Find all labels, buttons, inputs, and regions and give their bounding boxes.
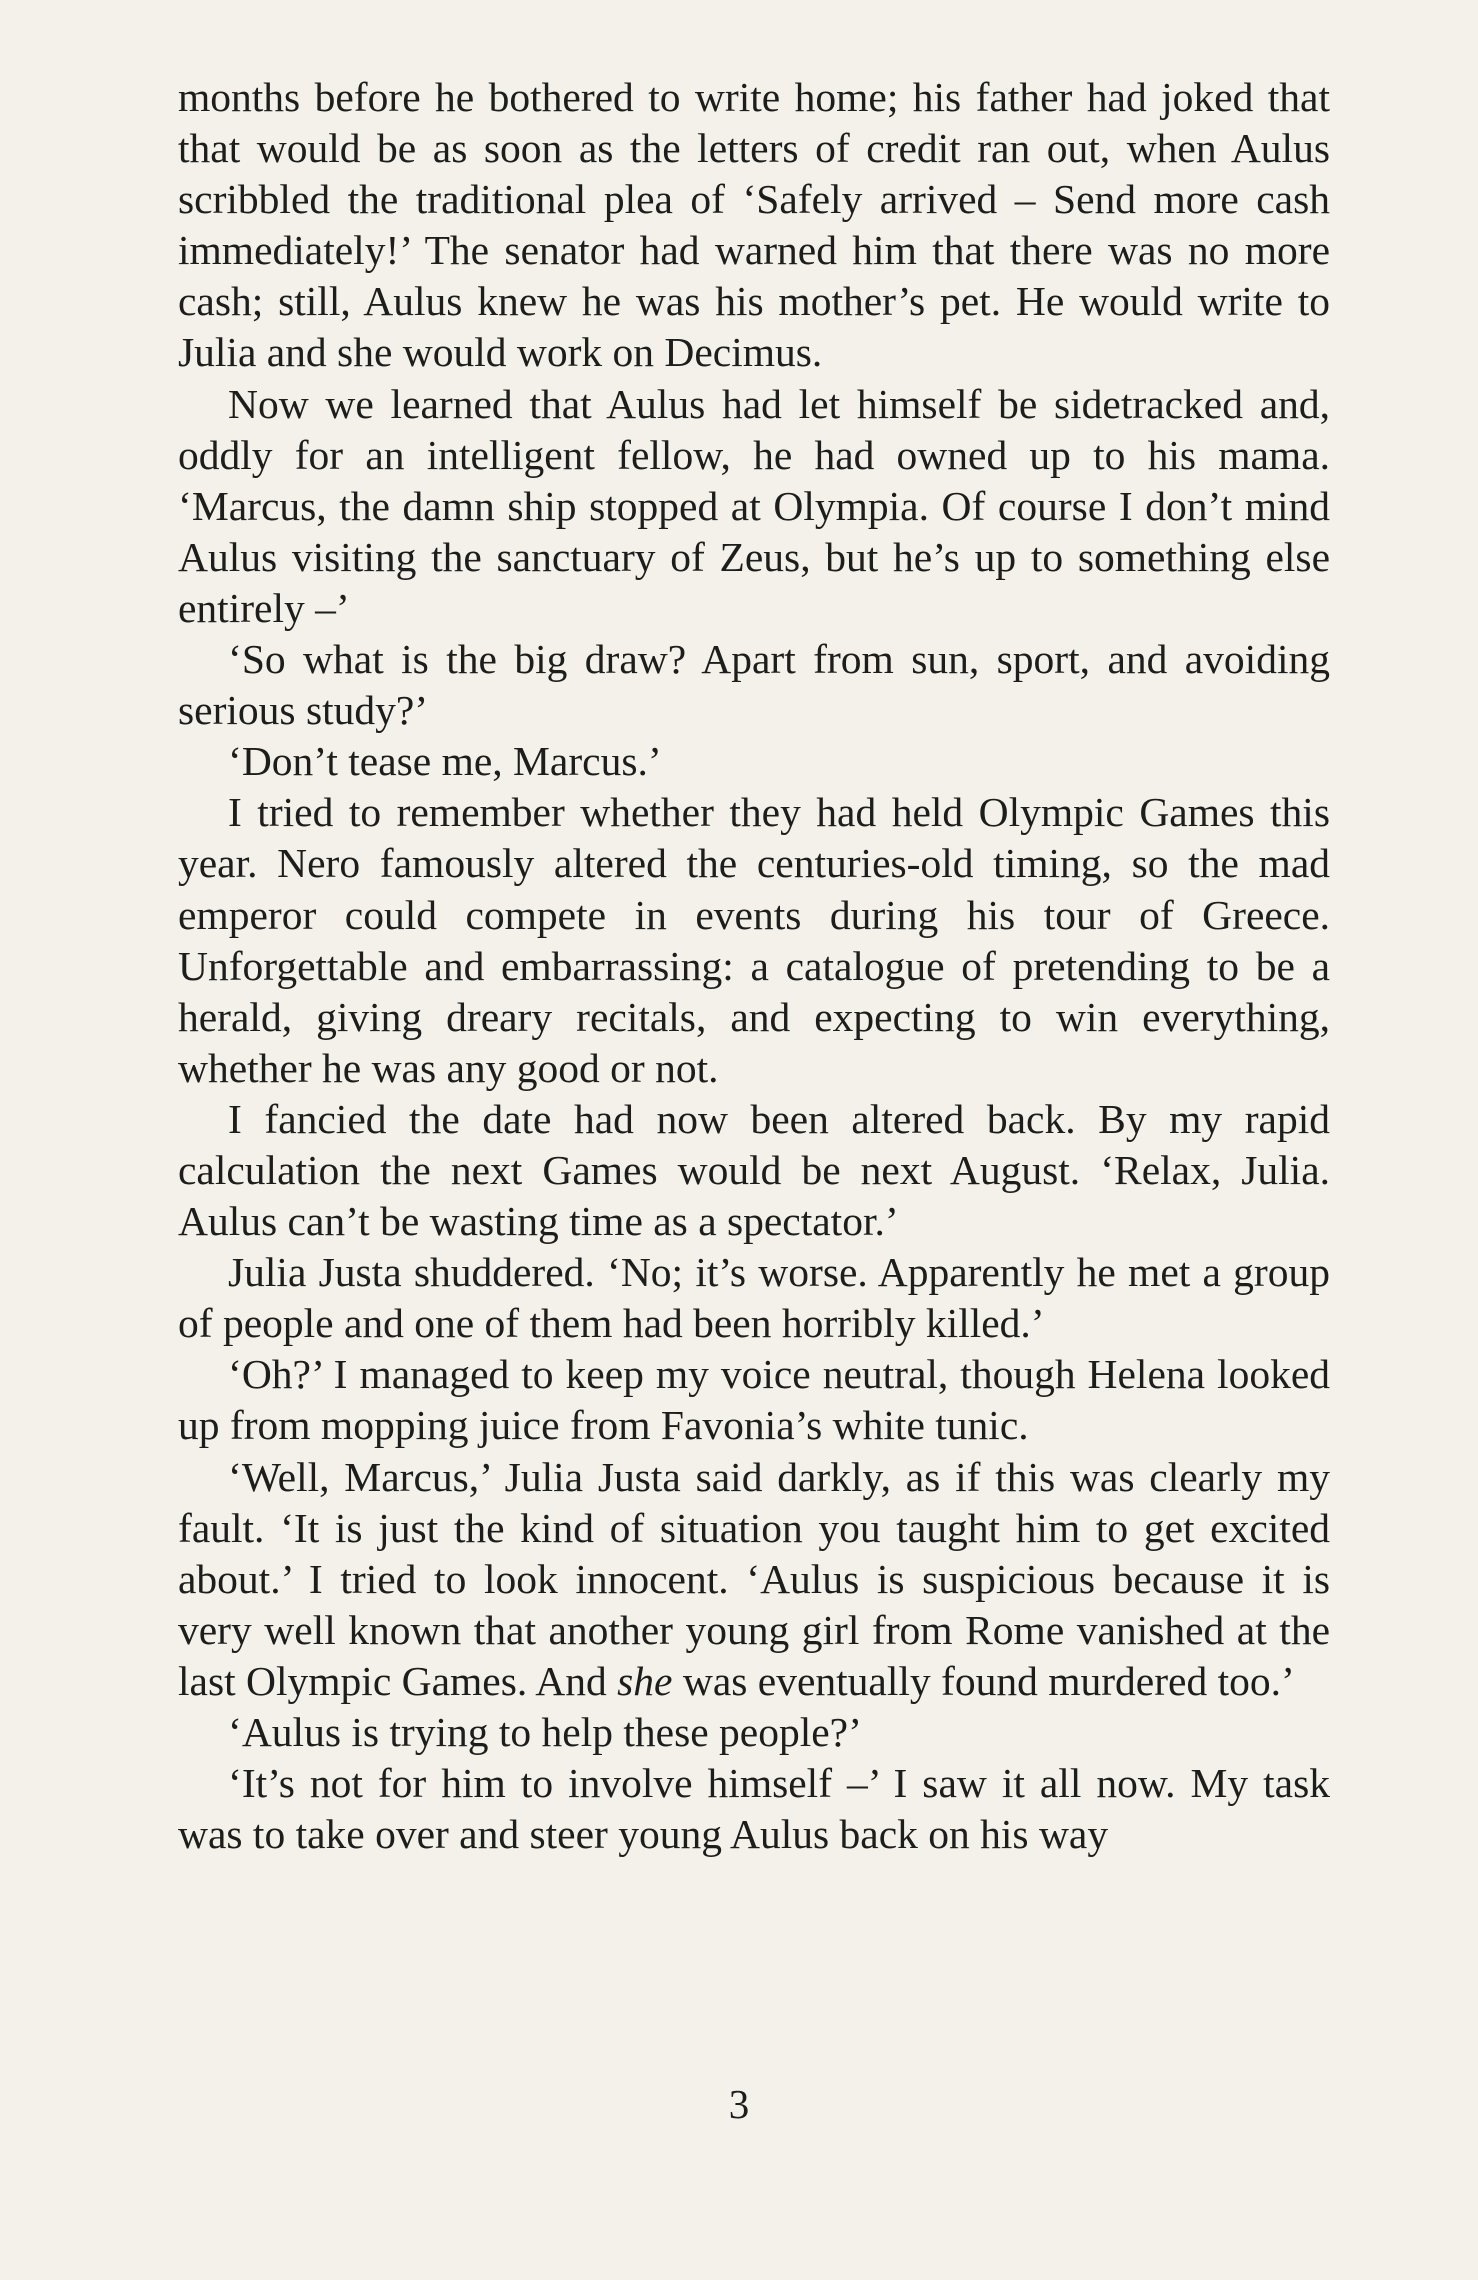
paragraph xyxy=(178,379,1330,634)
paragraph-text: ‘It’s not for him to involve himself –’ I saw it all now. My task was to take over and steer young Aulus back on his way xyxy=(178,1760,1330,1858)
paragraph-text: was eventually found murdered too.’ xyxy=(672,1657,1295,1704)
page-number: 3 xyxy=(728,2081,750,2127)
paragraph-text: I fancied the date had now been altered back. By my rapid calculation the next Games would be next August. ‘Relax, Julia. Aulus can’t be wasting time as a spectator.’ xyxy=(178,1095,1330,1245)
paragraph xyxy=(178,736,1330,787)
paragraph-text: ‘Oh?’ I managed to keep my voice neutral, though Helena looked up from mopping juice from Favonia’s white tunic. xyxy=(178,1351,1330,1449)
book-page-body xyxy=(178,72,1330,1860)
paragraph xyxy=(178,1349,1330,1451)
paragraph-text: Now we learned that Aulus had let himself be sidetracked and, oddly for an intelligent fellow, he had owned up to his mama. ‘Marcus, the damn ship stopped at Olympia. Of course I don’t mind Aulus visiting the sanctuary of Zeus, but he’s up to something else entirely –’ xyxy=(178,380,1330,631)
paragraph xyxy=(178,1094,1330,1247)
paragraph-text: ‘Aulus is trying to help these people?’ xyxy=(228,1709,862,1755)
paragraph-text: ‘Don’t tease me, Marcus.’ xyxy=(228,738,662,785)
paragraph-text: months before he bothered to write home; his father had joked that that would be as soon as the letters of credit ran out, when Aulus scribbled the traditional plea of ‘Safely arrived – Send more cash immediately!’ The senator had warned him that there was no more cash; still, Aulus knew he was his mother’s pet. He would write to Julia and she would work on Decimus. xyxy=(178,74,1330,376)
paragraph-text: Julia Justa shuddered. ‘No; it’s worse. Apparently he met a group of people and one of them had been horribly killed.’ xyxy=(178,1249,1330,1347)
italic-text: she xyxy=(617,1657,673,1704)
paragraph-text: ‘So what is the big draw? Apart from sun, sport, and avoiding serious study?’ xyxy=(178,636,1330,734)
paragraph xyxy=(178,1452,1330,1707)
paragraph xyxy=(178,634,1330,736)
paragraph xyxy=(178,72,1330,379)
paragraph xyxy=(178,1707,1330,1758)
paragraph-text: ‘Well, Marcus,’ Julia Justa said darkly, as if this was clearly my fault. ‘It is just the kind of situation you taught him to get excited about.’ I tried to look innocent. ‘Aulus is suspicious because it is very well known that another young girl from Rome vanished at the last Olympic Games. And xyxy=(178,1453,1330,1704)
paragraph xyxy=(178,1247,1330,1349)
paragraph xyxy=(178,1758,1330,1860)
paragraph xyxy=(178,787,1330,1094)
paragraph-text: I tried to remember whether they had held Olympic Games this year. Nero famously altered the centuries-old timing, so the mad emperor could compete in events during his tour of Greece. Unforgettable and embarrassing: a catalogue of pretending to be a herald, giving dreary recitals, and expecting to win everything, whether he was any good or not. xyxy=(178,789,1330,1091)
